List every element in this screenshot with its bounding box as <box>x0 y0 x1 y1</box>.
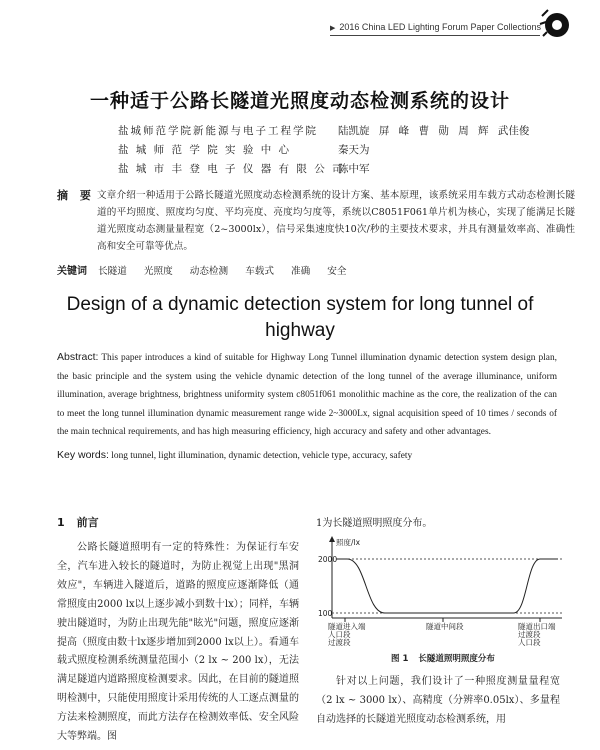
y-tick-low: 100 <box>318 609 333 618</box>
y-axis-label: 照度/lx <box>336 538 361 547</box>
abstract-label: 摘 要 <box>57 189 95 202</box>
series-title: 2016 China LED Lighting Forum Paper Collections <box>339 22 542 32</box>
illuminance-curve <box>336 559 558 613</box>
affiliation-2 <box>118 142 370 157</box>
x-label-exit <box>518 621 556 646</box>
title-english: Design of a dynamic detection system for long tunnel of highway <box>66 294 534 341</box>
section-title: 前言 <box>76 516 99 529</box>
affiliation-3 <box>118 161 370 176</box>
x-label-line: 隧道中间段 <box>426 622 464 631</box>
y-tick-high: 2000 <box>318 555 338 564</box>
x-label-line: 人口段 <box>518 638 541 646</box>
keyword: 光照度 <box>143 266 173 277</box>
x-label-line: 隧道出口端 <box>518 622 556 631</box>
abstract-label: Abstract: <box>57 351 99 363</box>
section-heading <box>57 514 99 530</box>
keyword: 安全 <box>327 266 347 277</box>
figure-caption-text: 长隧道照明照度分布 <box>418 654 495 664</box>
affiliation-1 <box>118 123 529 138</box>
keywords-label: 关键词 <box>57 266 87 277</box>
x-label-line: 人口段 <box>328 630 351 639</box>
affiliation-org: 盐城师范学院新能源与电子工程学院 <box>118 125 318 137</box>
title-chinese: 一种适于公路长隧道光照度动态检测系统的设计 <box>89 90 510 112</box>
body-text-right: 针对以上问题，我们设计了一种照度测量量程宽（2 lx ~ 3000 lx）、高精度（分辨率0.05lx）、多量程自动选择的长隧道光照度动态检测系统，用 <box>316 676 560 725</box>
keyword: 车载式 <box>245 266 274 277</box>
figure-illuminance-chart <box>318 536 568 646</box>
section-number: 1 <box>57 516 65 529</box>
x-label-line: 过渡段 <box>328 638 351 646</box>
header-rule <box>330 35 540 36</box>
keyword: 长隧道 <box>98 266 127 277</box>
affiliation-org: 盐 城 市 丰 登 电 子 仪 器 有 限 公 司 <box>118 163 345 175</box>
body-text-right-lead: 1为长隧道照明照度分布。 <box>316 518 433 529</box>
y-axis-arrow-icon <box>329 536 335 542</box>
x-label-entrance <box>328 621 366 646</box>
keywords-chinese <box>57 262 360 277</box>
keyword: 准确 <box>291 266 311 277</box>
affiliation-org: 盐 城 师 范 学 院 实 验 中 心 <box>118 144 292 156</box>
running-header <box>330 22 542 32</box>
x-label-line: 隧道进入端 <box>328 622 366 631</box>
x-label-line: 过渡段 <box>518 630 541 639</box>
x-label-middle <box>426 621 464 631</box>
conference-logo-icon <box>538 6 572 40</box>
figure-caption <box>318 652 568 664</box>
triangle-bullet-icon: ▶ <box>330 25 336 32</box>
keywords-text: long tunnel, light illumination, dynamic detection, vehicle type, accuracy, safety <box>111 451 413 461</box>
abstract-text: 文章介绍一种适用于公路长隧道光照度动态检测系统的设计方案、基本原理，该系统采用车载方式动态检测长隧道的平均照度、照度均匀度、平均亮度、亮度均匀度等，系统以C8051F061单片机为核心，实现了能满足长隧道光照度动态测量量程宽（2~3000lx），信号采集速度快10次/秒的主要技术要求，并具有测量效率高、准确性高和安全可靠等优点。 <box>97 190 575 252</box>
author-names: 陆凯旋 屏 峰 曹 勋 周 辉 武佳俊 <box>338 125 530 137</box>
abstract-english <box>57 349 557 442</box>
author-names: 秦天为 <box>338 144 370 156</box>
author-names: 陈中军 <box>338 163 370 175</box>
keywords-english <box>57 449 412 461</box>
figure-number: 图 1 <box>391 654 409 664</box>
abstract-chinese <box>57 187 575 255</box>
keyword: 动态检测 <box>189 266 229 277</box>
body-text-left: 公路长隧道照明有一定的特殊性：为保证行车安全，汽车进入较长的隧道时，为防止视觉上出现"黑洞效应"，车辆进入隧道后，道路的照度应逐渐降低（通常照度由2000 lx以上逐步减小到数十lx）；同样，车辆驶出隧道时，为防止出现先能"眩光"问题，照度应逐渐提高（照度由数十lx逐步增加到2000 lx以上）。看通车载式照度检测系统测量范围小（2 lx ~ 200 lx），无法满足隧道内道路照度检测要求。因此，在目前的隧道照明检测中，只能使用照度计采用传统的人工逐点测量的方法来检测照度，而此方法存在检测效率低、安全风险大等弊端。图 <box>57 542 299 743</box>
keywords-label: Key words: <box>57 449 109 461</box>
abstract-text: This paper introduces a kind of suitable for Highway Long Tunnel illumination dynamic detection system design plan, the basic principle and the system using the vehicle dynamic detection of the long tunnel of the average illuminance, uniform illumination, average brightness, brightness uniformity system c8051f061 monolithic machine as the core, the realization of the can to meet the long tunnel illumination dynamic measurement range wide 2~3000Lx, signal acquisition speed of 10 times / seconds of the main technical requirements, and has high measuring efficiency, high accuracy and safety and other advantages. <box>57 353 557 438</box>
